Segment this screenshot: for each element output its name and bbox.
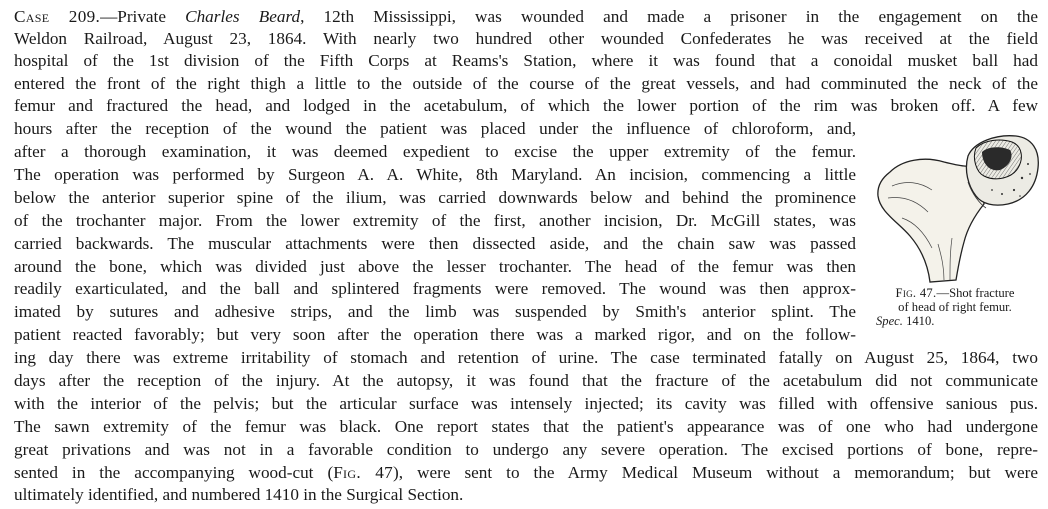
text-run: —Private [100, 7, 186, 26]
caption-line-2: of head of right femur. [898, 300, 1012, 314]
text-line-10: of the trochanter major. From the lower extremity of the first, another incision, Dr. McGill states, was [14, 211, 856, 230]
caption-line-1 [870, 286, 1040, 300]
text-line-5: femur and fractured the head, and lodged in the acetabulum, of which the lower portion of the rim was broken off. A few [14, 96, 1038, 115]
text-line-1 [14, 6, 1038, 28]
text-line-16: ing day there was extreme irritability of stomach and retention of urine. The case terminated fatally on August 25, 1864, two [14, 348, 1038, 367]
text-line-7: after a thorough examination, it was deemed expedient to excise the upper extremity of the femur. [14, 142, 856, 161]
text-line-11: carried backwards. The muscular attachments were then dissected aside, and the chain saw was passed [14, 234, 856, 253]
text-line-8: The operation was performed by Surgeon A. A. White, 8th Maryland. An incision, commencing a little [14, 165, 856, 184]
text-line-17: days after the reception of the injury. At the autopsy, it was found that the fracture of the acetabulum did not communicate [14, 371, 1038, 390]
text-line-12: around the bone, which was divided just above the lesser trochanter. The head of the femur was then [14, 257, 856, 276]
figure-caption [870, 286, 1040, 328]
text-line-20: great privations and was not in a favorable condition to undergo any severe operation. The excised portions of bone, repre- [14, 440, 1038, 459]
text-line-9: below the anterior superior spine of the ilium, was carried downwards below and behind the prominence [14, 188, 856, 207]
femur-head-woodcut-icon [872, 134, 1040, 286]
caption-line-3 [870, 314, 1040, 328]
figure-reference: Fig. 47 [333, 463, 394, 482]
text-run: With nearly two hundred other wounded Confederates he was received at the field [322, 29, 1038, 48]
text-line-4: entered the front of the right thigh a little to the outside of the course of the great vessels, and had comminuted the neck of the [14, 74, 1038, 93]
text-run: Weldon Railroad, August 23, 1864. [14, 29, 323, 48]
text-line-2 [14, 28, 1038, 50]
text-line-15: patient reacted favorably; but very soon after the operation there was a marked rigor, and on the follow- [14, 325, 856, 344]
case-label: Case 209. [14, 7, 101, 26]
text-line-18: with the interior of the pelvis; but the articular surface was intensely injected; its cavity was filled with offensive sanious pus. [14, 394, 1038, 413]
text-line-14: imated by sutures and adhesive strips, and the limb was suspended by Smith's anterior splint. The [14, 302, 856, 321]
text-line-21 [14, 462, 1038, 484]
text-line-19: The sawn extremity of the femur was black. One report states that the patient's appearance was of one who had undergone [14, 417, 1038, 436]
text-line-22: ultimately identified, and numbered 1410 in the Surgical Section. [14, 485, 464, 504]
text-line-13: readily exarticulated, and the ball and splintered fragments were removed. The wound was then approx- [14, 279, 856, 298]
text-line-3: hospital of the 1st division of the Fifth Corps at Reams's Station, where it was found that a conoidal musket ball had [14, 51, 1038, 70]
text-line-6: hours after the reception of the wound the patient was placed under the influence of chloroform, and, [14, 119, 856, 138]
caption-spec-number: 1410. [902, 314, 935, 328]
patient-name: Charles Beard [185, 7, 301, 26]
text-run: sented in the accompanying wood-cut ( [14, 463, 334, 482]
caption-figure-label: Fig. 47. [895, 286, 937, 300]
text-run: ), were sent to the Army Medical Museum without a memorandum; but were [393, 463, 1039, 482]
caption-text: —Shot fracture [936, 286, 1015, 300]
caption-spec-label: Spec. [876, 314, 903, 328]
text-run: , 12th Mississippi, was wounded and made a prisoner in the engagement on the [300, 7, 1038, 26]
